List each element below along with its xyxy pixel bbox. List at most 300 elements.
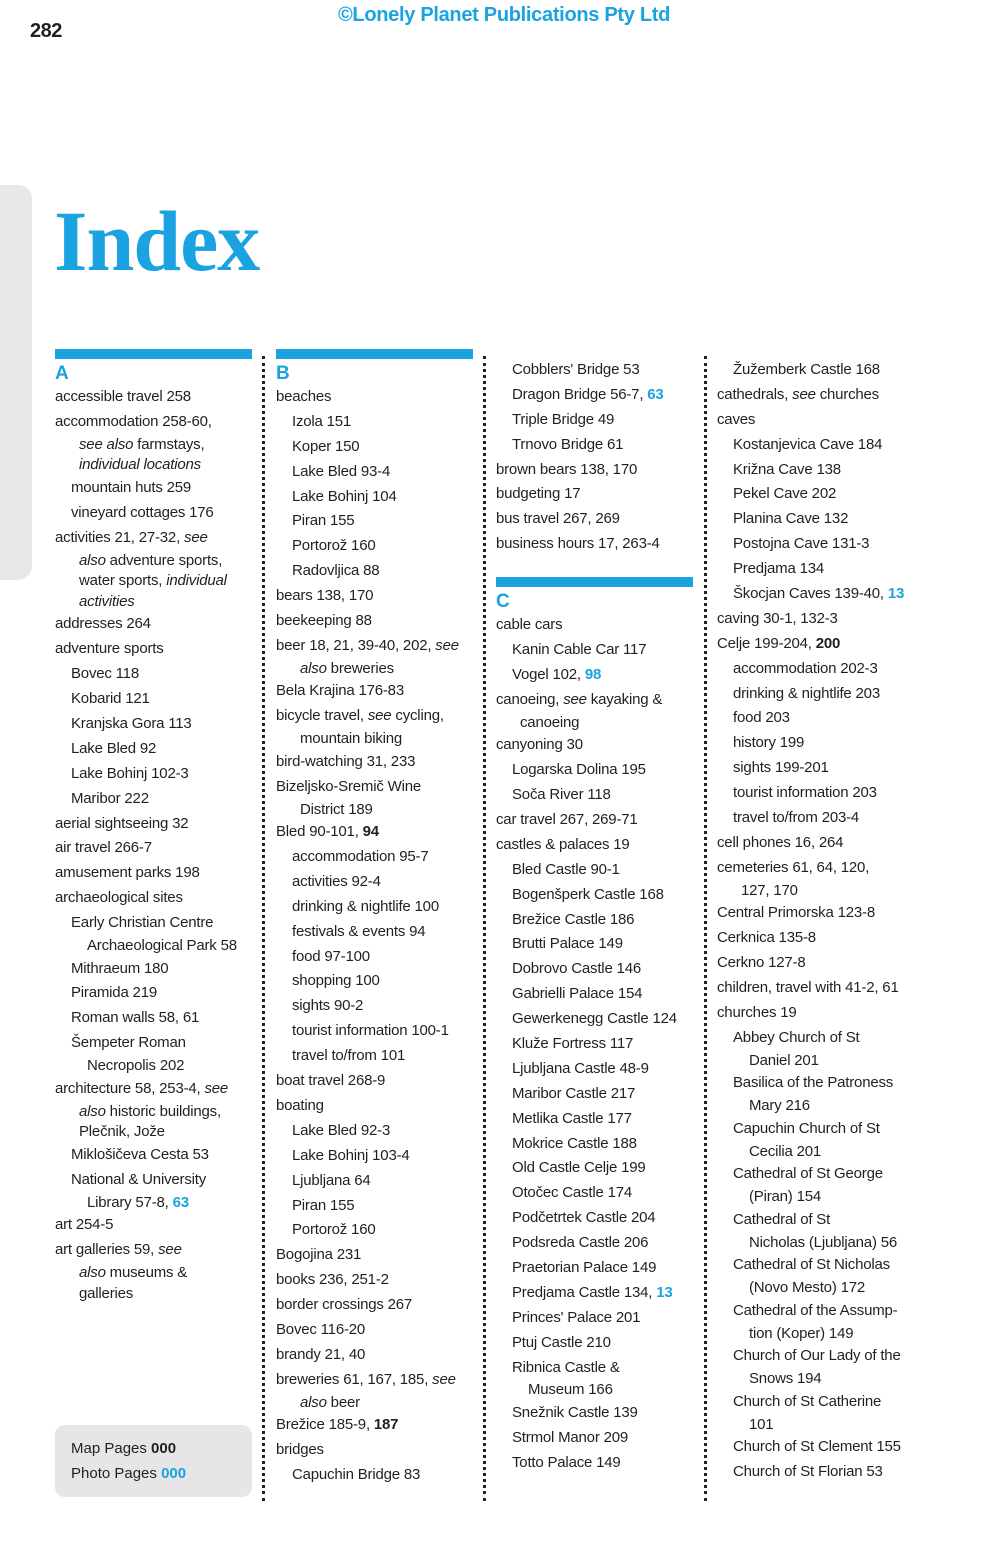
entry-text: Strmol Manor 209: [512, 1428, 629, 1446]
entry-text: Church of St Clement 155: [733, 1438, 901, 1456]
copyright-notice: ©Lonely Planet Publications Pty Ltd: [337, 4, 671, 26]
index-entry: [55, 592, 265, 613]
entry-text: Logarska Dolina 195: [512, 761, 646, 779]
index-entry: [496, 713, 706, 734]
index-entry: [55, 501, 265, 526]
entry-text: tion (Koper) 149: [749, 1324, 854, 1342]
index-entry: [55, 1263, 265, 1284]
index-entry: [496, 688, 706, 713]
entry-text: Cobblers' Bridge 53: [512, 361, 640, 378]
index-entry: [276, 1069, 486, 1094]
index-entry: [55, 1056, 265, 1077]
entry-text: farmstays,: [133, 435, 205, 453]
entry-text: Križna Cave 138: [733, 460, 841, 478]
entry-text: breweries 61, 167, 185,: [276, 1370, 433, 1388]
entry-text: brandy 21, 40: [276, 1345, 366, 1363]
index-entry: [276, 485, 486, 510]
index-entry: [717, 1344, 927, 1369]
entry-text: caves: [717, 410, 756, 428]
index-section: [496, 577, 706, 1476]
index-entry: [55, 737, 265, 762]
index-entry: [55, 1238, 265, 1263]
index-entry: [276, 584, 486, 609]
entry-text: architecture 58, 253-4,: [55, 1079, 205, 1097]
entry-text: Vogel 102,: [512, 665, 585, 683]
entry-text: business hours 17, 263-4: [496, 535, 660, 553]
index-entry: [496, 613, 706, 638]
index-entry: [717, 1253, 927, 1278]
entry-text: Bovec 118: [71, 665, 139, 683]
section-bar: [55, 349, 252, 359]
index-entry: [717, 1071, 927, 1096]
index-entry: [717, 1096, 927, 1117]
entry-text: Kranjska Gora 113: [71, 714, 192, 732]
index-entry: [276, 1169, 486, 1194]
entry-text: Lake Bled 92: [71, 739, 157, 757]
column-divider: [262, 356, 265, 1501]
index-entry: [717, 1117, 927, 1142]
entry-text: Cerknica 135-8: [717, 929, 816, 947]
entry-text: Bizeljsko-Sremič Wine: [276, 777, 421, 795]
entry-text: tourist information 203: [733, 784, 877, 802]
entry-text: see: [367, 707, 392, 725]
index-entry: [276, 534, 486, 559]
entry-text: 127, 170: [741, 881, 798, 899]
index-entry: [276, 634, 486, 659]
map-pages-legend: [71, 1440, 176, 1457]
entry-text: Church of Our Lady of the: [733, 1347, 901, 1365]
index-entry: [496, 1281, 706, 1306]
index-entry: [496, 1356, 706, 1381]
entry-text: Lake Bled 93-4: [292, 462, 391, 480]
photo-page-ref: 13: [887, 585, 905, 603]
index-entry: [55, 812, 265, 837]
entry-text: adventure sports,: [105, 551, 223, 569]
index-entry: [276, 1019, 486, 1044]
index-entry: [276, 1144, 486, 1169]
entry-text: see: [435, 636, 459, 654]
entry-text: accommodation 258-60,: [55, 412, 212, 430]
index-entry: [496, 1331, 706, 1356]
index-entry: [717, 458, 927, 483]
entry-text: Museum 166: [528, 1381, 613, 1399]
entry-text: Ptuj Castle 210: [512, 1333, 611, 1351]
index-entry: [55, 1077, 265, 1102]
entry-text: Lake Bohinj 104: [292, 487, 397, 505]
index-entry: [55, 1193, 265, 1214]
entry-text: festivals & events 94: [292, 922, 426, 940]
entry-text: also: [300, 1393, 327, 1411]
entry-text: Piramida 219: [71, 984, 157, 1002]
index-entry: [55, 435, 265, 456]
index-section: [496, 358, 706, 557]
index-entry: [496, 1132, 706, 1157]
entry-text: food 97-100: [292, 947, 370, 965]
entry-text: amusement parks 198: [55, 864, 200, 882]
index-column-4: [717, 358, 927, 1485]
entry-text: car travel 267, 269-71: [496, 810, 638, 828]
entry-text: adventure sports: [55, 640, 164, 658]
index-entry: [496, 808, 706, 833]
index-entry: [717, 856, 927, 881]
entry-text: archaeological sites: [55, 889, 183, 907]
entry-text: beekeeping 88: [276, 612, 372, 630]
entry-text: see: [204, 1079, 229, 1097]
entry-text: accessible travel 258: [55, 388, 191, 405]
entry-text: galleries: [79, 1284, 134, 1302]
entry-text: cell phones 16, 264: [717, 833, 844, 851]
entry-text: budgeting 17: [496, 485, 581, 503]
index-entry: [55, 455, 265, 476]
index-entry: [717, 706, 927, 731]
index-entry: [276, 1343, 486, 1368]
entry-text: Dragon Bridge 56-7,: [512, 385, 648, 403]
entry-text: Lake Bled 92-3: [292, 1121, 391, 1139]
index-entry: [717, 1001, 927, 1026]
section-bar: [276, 349, 473, 359]
index-entry: [496, 982, 706, 1007]
index-entry: [276, 1438, 486, 1463]
index-entry: [55, 1143, 265, 1168]
index-entry: [276, 1218, 486, 1243]
index-entry: [276, 820, 486, 845]
legend-label: Map Pages: [71, 1440, 152, 1457]
entry-text: beaches: [276, 388, 332, 405]
index-entry: [55, 936, 265, 957]
entry-text: bicycle travel,: [276, 707, 368, 725]
index-entry: [496, 1082, 706, 1107]
index-entry: [717, 408, 927, 433]
index-entry: [717, 1187, 927, 1208]
index-entry: [717, 1208, 927, 1233]
index-entry: [496, 358, 706, 383]
index-entry: [717, 557, 927, 582]
entry-text: Capuchin Church of St: [733, 1119, 880, 1137]
entry-text: Bovec 116-20: [276, 1320, 366, 1338]
entry-text: beer: [326, 1393, 360, 1411]
section-bar: [496, 577, 693, 587]
entry-text: books 236, 251-2: [276, 1271, 389, 1289]
index-entry: [276, 509, 486, 534]
index-column-2: [276, 349, 486, 1488]
index-entry: [717, 1390, 927, 1415]
entry-text: see: [792, 385, 816, 403]
entry-text: aerial sightseeing 32: [55, 814, 189, 832]
entry-text: Daniel 201: [749, 1051, 819, 1069]
entry-text: Triple Bridge 49: [512, 410, 615, 428]
entry-text: National & University: [71, 1170, 207, 1188]
entry-text: (Piran) 154: [749, 1188, 822, 1206]
entry-text: Archaeological Park 58: [87, 937, 237, 954]
index-entry: [496, 663, 706, 688]
entry-text: Mokrice Castle 188: [512, 1134, 637, 1152]
index-column-3: [496, 358, 706, 1476]
index-entry: [55, 1006, 265, 1031]
legend-value: 000: [151, 1440, 177, 1457]
entry-text: sights 90-2: [292, 997, 364, 1015]
index-entry: [496, 383, 706, 408]
page-number: 282: [30, 20, 62, 42]
index-entry: [55, 911, 265, 936]
index-entry: [55, 1122, 265, 1143]
entry-text: mountain huts 259: [71, 478, 192, 496]
index-entry: [55, 981, 265, 1006]
index-entry: [55, 385, 265, 410]
entry-text: Totto Palace 149: [512, 1453, 621, 1471]
index-entry: [55, 551, 265, 572]
entry-text: Bled Castle 90-1: [512, 860, 620, 878]
entry-text: Lake Bohinj 103-4: [292, 1146, 410, 1164]
index-entry: [496, 1007, 706, 1032]
entry-text: Gabrielli Palace 154: [512, 985, 643, 1003]
index-entry: [276, 410, 486, 435]
index-entry: [717, 756, 927, 781]
index-entry: [276, 750, 486, 775]
entry-text: addresses 264: [55, 615, 151, 633]
index-entry: [276, 1094, 486, 1119]
column-divider: [483, 356, 486, 1501]
index-entry: [717, 1299, 927, 1324]
entry-text: Capuchin Bridge 83: [292, 1466, 421, 1483]
index-entry: [717, 482, 927, 507]
entry-text: see: [563, 690, 587, 708]
entry-text: Predjama 134: [733, 560, 824, 578]
index-entry: [496, 408, 706, 433]
index-entry: [55, 410, 265, 435]
entry-text: cathedrals,: [717, 385, 793, 403]
entry-text: Bled 90-101,: [276, 823, 363, 841]
index-entry: [496, 458, 706, 483]
entry-text: Predjama Castle 134,: [512, 1283, 657, 1301]
index-entry: [276, 994, 486, 1019]
index-entry: [276, 920, 486, 945]
entry-text: Early Christian Centre: [71, 914, 214, 932]
entry-text: Central Primorska 123-8: [717, 904, 875, 922]
index-entry: [55, 571, 265, 592]
entry-text: Žužemberk Castle 168: [733, 361, 880, 378]
entry-text: also: [79, 1102, 106, 1120]
index-entry: [717, 1026, 927, 1051]
entry-text: Roman walls 58, 61: [71, 1009, 200, 1027]
index-entry: [496, 1401, 706, 1426]
entry-text: Ljubljana Castle 48-9: [512, 1059, 649, 1077]
entry-text: see: [184, 528, 208, 546]
entry-text: Piran 155: [292, 1196, 355, 1214]
index-entry: [717, 901, 927, 926]
index-entry: [496, 1057, 706, 1082]
entry-text: children, travel with 41-2, 61: [717, 978, 899, 996]
index-entry: [496, 1451, 706, 1476]
index-entry: [496, 783, 706, 808]
entry-text: sights 199-201: [733, 759, 829, 777]
entry-text: Portorož 160: [292, 1221, 376, 1239]
entry-text: canoeing: [520, 713, 580, 731]
entry-text: accommodation 95-7: [292, 848, 429, 866]
entry-text: also: [300, 659, 327, 677]
entry-text: Pekel Cave 202: [733, 485, 837, 503]
index-entry: [55, 1213, 265, 1238]
index-entry: [276, 945, 486, 970]
entry-text: bus travel 267, 269: [496, 510, 620, 528]
index-section: [276, 349, 486, 1488]
entry-text: see: [432, 1370, 456, 1388]
index-entry: [55, 1168, 265, 1193]
index-entry: [496, 1156, 706, 1181]
entry-text: Gewerkenegg Castle 124: [512, 1010, 677, 1028]
index-entry: [717, 1369, 927, 1390]
index-entry: [276, 460, 486, 485]
map-page-ref: 200: [815, 634, 841, 652]
index-column-1: [55, 349, 265, 1304]
entry-text: Otočec Castle 174: [512, 1184, 632, 1202]
entry-text: (Novo Mesto) 172: [749, 1279, 866, 1297]
index-entry: [276, 679, 486, 704]
index-entry: [496, 1206, 706, 1231]
entry-text: Metlika Castle 177: [512, 1109, 632, 1127]
map-page-ref: 187: [373, 1416, 399, 1434]
index-entry: [496, 858, 706, 883]
index-entry: [717, 781, 927, 806]
entry-text: Celje 199-204,: [717, 634, 816, 652]
entry-text: Snows 194: [749, 1370, 822, 1388]
index-entry: [717, 831, 927, 856]
entry-text: canyoning 30: [496, 736, 583, 754]
index-entry: [717, 881, 927, 902]
index-entry: [717, 507, 927, 532]
index-entry: [55, 662, 265, 687]
index-entry: [717, 976, 927, 1001]
entry-text: Snežnik Castle 139: [512, 1404, 638, 1422]
index-entry: [496, 1380, 706, 1401]
index-section: [55, 349, 265, 1304]
entry-text: individual locations: [79, 456, 201, 474]
entry-text: Piran 155: [292, 512, 355, 530]
index-entry: [717, 383, 927, 408]
index-entry: [496, 532, 706, 557]
index-entry: [276, 385, 486, 410]
entry-text: Ljubljana 64: [292, 1171, 371, 1189]
entry-text: Cathedral of St: [733, 1210, 831, 1228]
index-entry: [55, 1284, 265, 1305]
index-entry: [717, 1162, 927, 1187]
entry-text: District 189: [300, 800, 373, 818]
entry-text: Koper 150: [292, 437, 360, 455]
legend-value: 000: [161, 1465, 187, 1482]
entry-text: churches 19: [717, 1003, 797, 1021]
entry-text: travel to/from 203-4: [733, 809, 860, 827]
index-entry: [276, 1243, 486, 1268]
index-entry: [717, 358, 927, 383]
entry-text: also: [79, 551, 106, 569]
index-entry: [276, 1413, 486, 1438]
index-entry: [496, 957, 706, 982]
index-entry: [717, 731, 927, 756]
entry-text: Cecilia 201: [749, 1142, 822, 1160]
entry-text: caving 30-1, 132-3: [717, 609, 838, 627]
index-entry: [717, 1324, 927, 1345]
entry-text: Šempeter Roman: [71, 1034, 186, 1052]
index-entry: [276, 659, 486, 680]
entry-text: Kanin Cable Car 117: [512, 641, 647, 659]
index-entry: [717, 582, 927, 607]
entry-text: Cathedral of St George: [733, 1165, 883, 1183]
entry-text: boat travel 268-9: [276, 1072, 386, 1090]
index-entry: [496, 883, 706, 908]
index-entry: [496, 733, 706, 758]
index-entry: [496, 507, 706, 532]
index-entry: [276, 1368, 486, 1393]
index-entry: [276, 800, 486, 821]
index-entry: [717, 1415, 927, 1436]
entry-text: canoeing,: [496, 690, 564, 708]
entry-text: Soča River 118: [512, 786, 611, 804]
index-entry: [717, 1460, 927, 1485]
index-entry: [276, 895, 486, 920]
entry-text: cable cars: [496, 616, 563, 634]
entry-text: historic buildings,: [105, 1102, 221, 1120]
index-entry: [496, 1231, 706, 1256]
index-entry: [717, 433, 927, 458]
index-entry: [496, 1107, 706, 1132]
entry-text: Kluže Fortress 117: [512, 1034, 634, 1052]
entry-text: Cathedral of St Nicholas: [733, 1256, 890, 1274]
index-entry: [496, 932, 706, 957]
entry-text: border crossings 267: [276, 1296, 413, 1314]
index-entry: [276, 1463, 486, 1488]
entry-text: cemeteries 61, 64, 120,: [717, 858, 870, 876]
index-entry: [276, 1268, 486, 1293]
index-entry: [717, 682, 927, 707]
entry-text: Lake Bohinj 102-3: [71, 764, 189, 782]
index-entry: [496, 1256, 706, 1281]
index-entry: [276, 1318, 486, 1343]
entry-text: also: [79, 1263, 106, 1281]
entry-text: castles & palaces 19: [496, 835, 630, 853]
index-entry: [717, 657, 927, 682]
entry-text: art 254-5: [55, 1216, 114, 1234]
entry-text: bird-watching 31, 233: [276, 752, 416, 770]
entry-text: mountain biking: [300, 730, 403, 748]
entry-text: shopping 100: [292, 972, 380, 990]
index-entry: [55, 957, 265, 982]
index-entry: [55, 762, 265, 787]
index-entry: [496, 433, 706, 458]
section-letter: A: [55, 363, 69, 384]
entry-text: Church of St Florian 53: [733, 1463, 883, 1480]
entry-text: vineyard cottages 176: [71, 503, 214, 521]
index-entry: [276, 845, 486, 870]
section-letter: C: [496, 591, 510, 613]
entry-text: museums &: [105, 1263, 188, 1281]
entry-text: kayaking &: [586, 690, 663, 708]
entry-text: Praetorian Palace 149: [512, 1258, 657, 1276]
entry-text: activities: [79, 592, 135, 610]
photo-page-ref: 98: [584, 665, 602, 683]
index-entry: [276, 775, 486, 800]
entry-text: Kobarid 121: [71, 690, 150, 708]
entry-text: Maribor 222: [71, 789, 149, 807]
index-entry: [276, 870, 486, 895]
entry-text: Radovljica 88: [292, 562, 380, 580]
entry-text: Bogenšperk Castle 168: [512, 885, 664, 903]
index-entry: [55, 836, 265, 861]
index-entry: [276, 1044, 486, 1069]
entry-text: tourist information 100-1: [292, 1022, 449, 1040]
entry-text: history 199: [733, 734, 805, 752]
index-entry: [496, 1181, 706, 1206]
entry-text: Miklošičeva Cesta 53: [71, 1145, 209, 1163]
entry-text: Library 57-8,: [87, 1193, 173, 1211]
